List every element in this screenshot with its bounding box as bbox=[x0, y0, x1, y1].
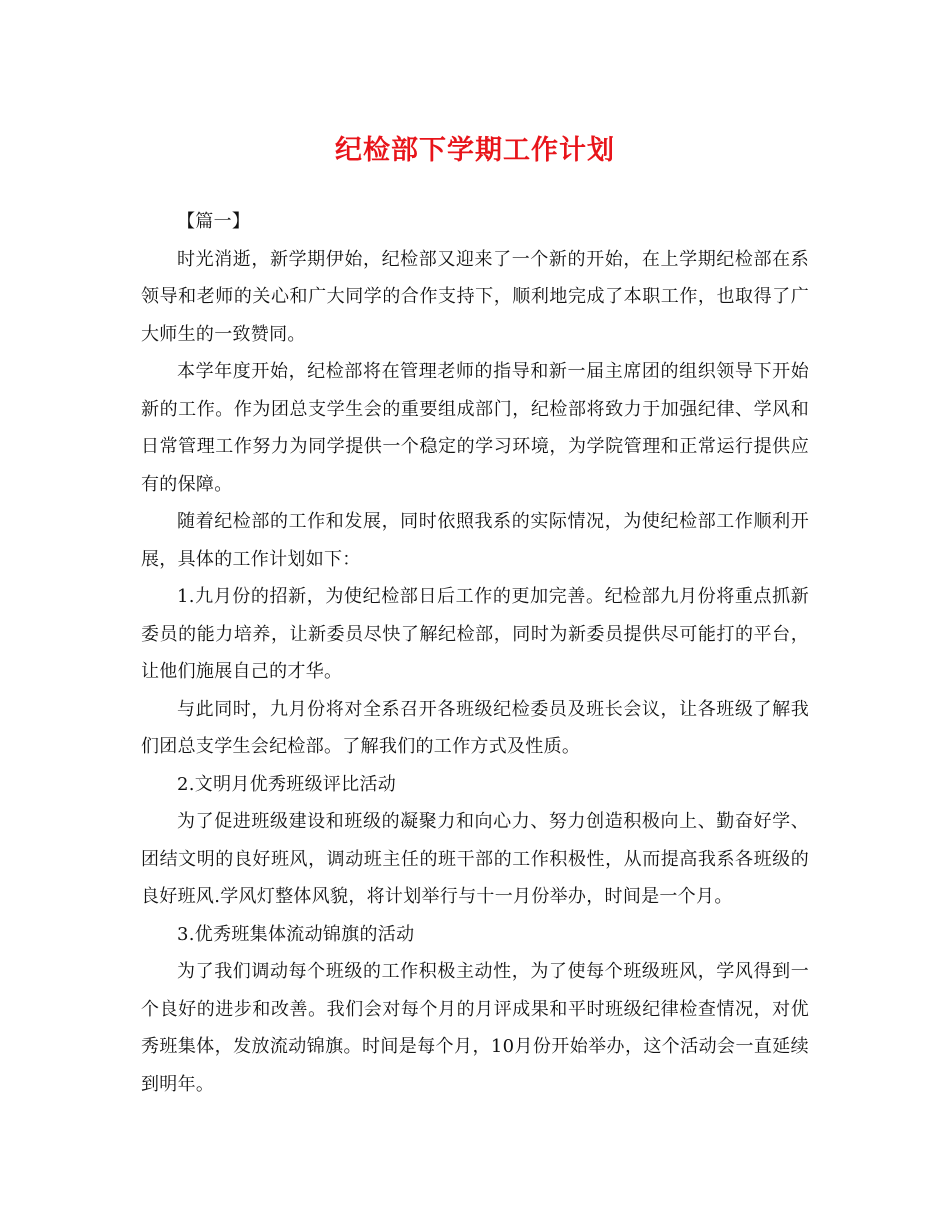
paragraph-item-3-heading: 3.优秀班集体流动锦旗的活动 bbox=[177, 923, 415, 945]
paragraph-item-1: 1.九月份的招新，为使纪检部日后工作的更加完善。纪检部九月份将重点抓新委员的能力培养，让新委员尽快了解纪检部，同时为新委员提供尽可能打的平台，让他们施展自己的才华。 bbox=[141, 586, 809, 682]
paragraph-plan-lead: 随着纪检部的工作和发展，同时依照我系的实际情况，为使纪检部工作顺利开展，具体的工作计划如下： bbox=[141, 511, 809, 570]
paragraph-new-term: 本学年度开始，纪检部将在管理老师的指导和新一届主席团的组织领导下开始新的工作。作为团总支学生会的重要组成部门，纪检部将致力于加强纪律、学风和日常管理工作努力为同学提供一个稳定的学习环境，为学院管理和正常运行提供应有的保障。 bbox=[141, 361, 809, 495]
paragraph-item-2-body: 为了促进班级建设和班级的凝聚力和向心力、努力创造积极向上、勤奋好学、团结文明的良好班风，调动班主任的班干部的工作积极性，从而提高我系各班级的良好班风.学风灯整体风貌，将计划举行与十一月份举办，时间是一个月。 bbox=[141, 811, 809, 907]
paragraph-item-2-heading: 2.文明月优秀班级评比活动 bbox=[177, 773, 397, 795]
document-body bbox=[141, 203, 809, 1103]
section-label: 【篇一】 bbox=[177, 211, 251, 232]
paragraph-item-1-meeting: 与此同时，九月份将对全系召开各班级纪检委员及班长会议，让各班级了解我们团总支学生会纪检部。了解我们的工作方式及性质。 bbox=[141, 698, 809, 757]
paragraph-item-3-body: 为了我们调动每个班级的工作积极主动性，为了使每个班级班风，学风得到一个良好的进步和改善。我们会对每个月的月评成果和平时班级纪律检查情况，对优秀班集体，发放流动锦旗。时间是每个月，10月份开始举办，这个活动会一直延续到明年。 bbox=[141, 961, 809, 1095]
paragraph-intro: 时光消逝，新学期伊始，纪检部又迎来了一个新的开始，在上学期纪检部在系领导和老师的关心和广大同学的合作支持下，顺利地完成了本职工作，也取得了广大师生的一致赞同。 bbox=[141, 248, 809, 345]
document-title: 纪检部下学期工作计划 bbox=[335, 135, 615, 166]
